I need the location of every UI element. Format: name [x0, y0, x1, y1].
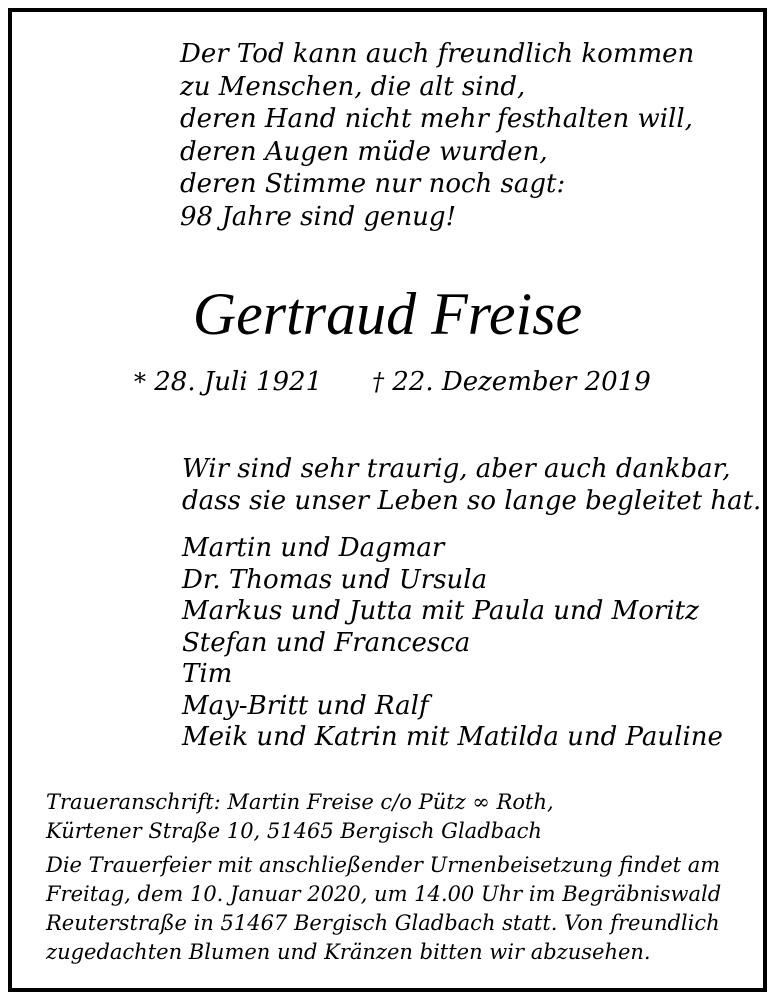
- thanks-line: Wir sind sehr traurig, aber auch dankbar,: [182, 454, 731, 484]
- poem-line: 98 Jahre sind genug!: [180, 201, 457, 232]
- poem-line: deren Augen müde wurden,: [180, 136, 548, 167]
- address-line: Traueranschrift: Martin Freise c/o Pütz ∞ Roth,: [46, 790, 554, 814]
- poem-line: deren Hand nicht mehr festhalten will,: [180, 104, 693, 134]
- birth-date: [134, 364, 322, 400]
- service-line: Freitag, dem 10. Januar 2020, um 14.00 Uhr im Begräbniswald: [46, 882, 722, 906]
- family-member: Stefan und Francesca: [182, 627, 471, 658]
- funeral-service-info: [46, 851, 721, 967]
- family-member: Meik und Katrin mit Matilda und Pauline: [182, 722, 723, 752]
- death-date: [372, 364, 651, 400]
- address-line: Kürtener Straße 10, 51465 Bergisch Gladbach: [46, 819, 542, 843]
- death-cross-icon: †: [372, 368, 384, 396]
- family-member: May-Britt und Ralf: [182, 690, 429, 721]
- poem: [180, 38, 694, 233]
- thanks-text: [182, 453, 761, 517]
- thanks-line: dass sie unser Leben so lange begleitet hat.: [182, 486, 762, 516]
- family-list: [182, 533, 723, 754]
- family-member: Markus und Jutta mit Paula und Moritz: [182, 596, 699, 626]
- mourning-address: [46, 788, 554, 846]
- service-line: zugedachten Blumen und Kränzen bitten wir abzusehen.: [46, 940, 651, 964]
- poem-line: Der Tod kann auch freundlich kommen: [180, 39, 695, 69]
- poem-line: zu Menschen, die alt sind,: [180, 71, 526, 102]
- family-member: Martin und Dagmar: [182, 533, 445, 563]
- family-member: Dr. Thomas und Ursula: [182, 564, 488, 595]
- death-date-text: 22. Dezember 2019: [392, 367, 651, 397]
- birth-star-icon: *: [134, 368, 146, 396]
- obituary-notice: [8, 8, 767, 992]
- family-member: Tim: [182, 659, 233, 689]
- deceased-name: Gertraud Freise: [192, 281, 583, 347]
- poem-line: deren Stimme nur noch sagt:: [180, 169, 566, 199]
- service-line: Reuterstraße in 51467 Bergisch Gladbach statt. Von freundlich: [46, 911, 720, 935]
- birth-date-text: 28. Juli 1921: [154, 367, 323, 397]
- service-line: Die Trauerfeier mit anschließender Urnenbeisetzung findet am: [46, 853, 721, 877]
